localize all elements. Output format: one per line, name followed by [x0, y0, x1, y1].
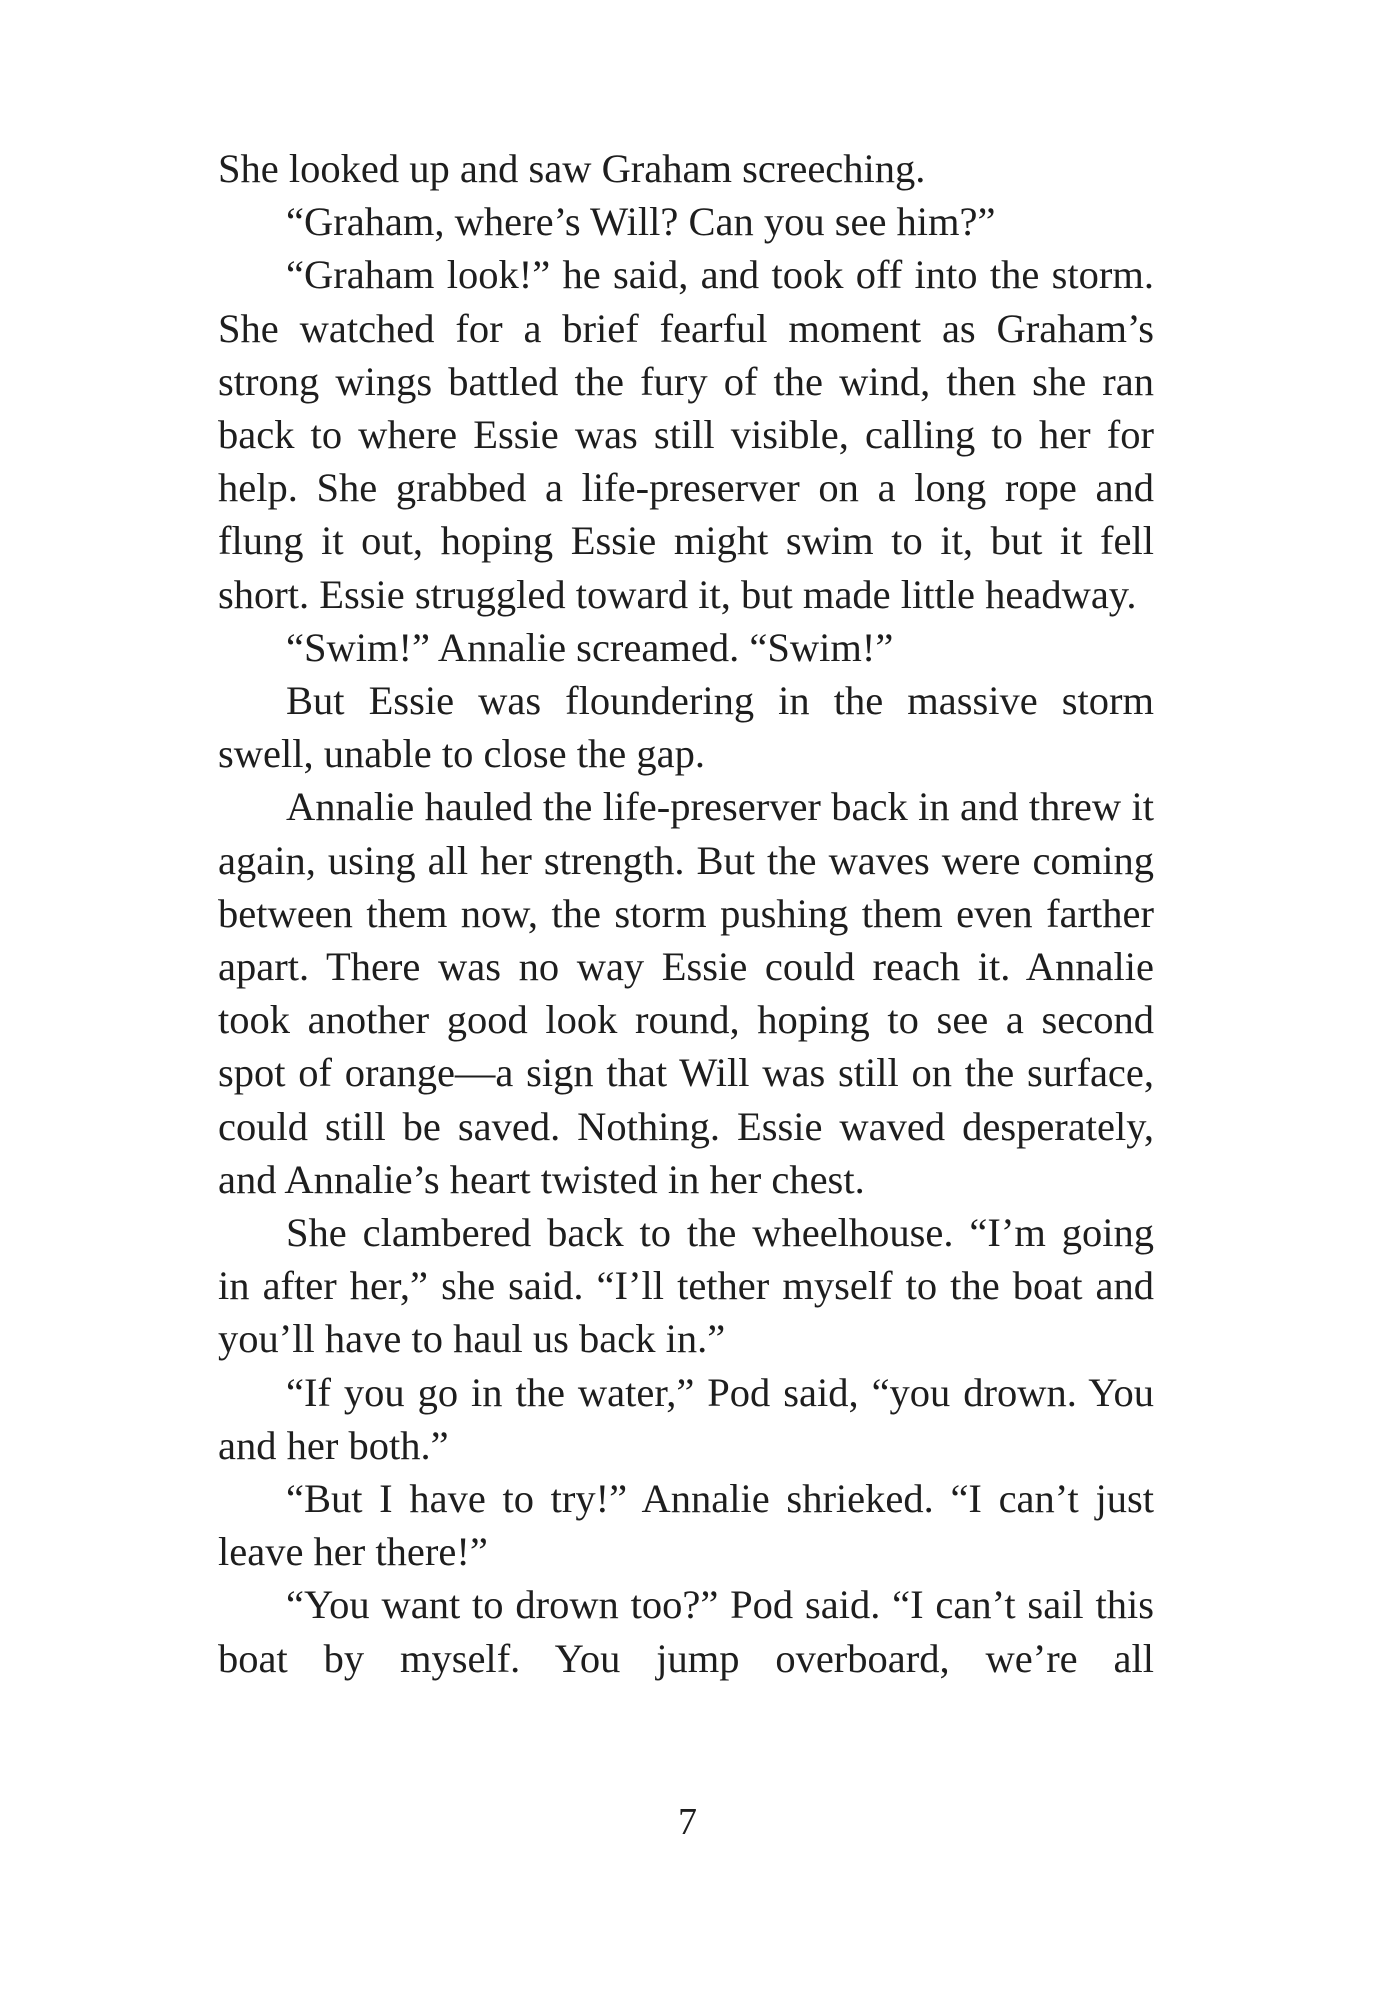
paragraph-2: “Graham, where’s Will? Can you see him?”	[286, 199, 996, 245]
paragraph-6: Annalie hauled the life-preserver back in and threw it again, using all her strength. But the waves were coming between them now, the storm pushing them even farther apart. There was no way Essie could reach it. Annalie took another good look round, hoping to see a second spot of orange—a sign that Will was still on the surface, could still be saved. Nothing. Essie waved desperately, and Annalie’s heart twisted in her chest.	[218, 784, 1154, 1202]
paragraph-7: She clambered back to the wheelhouse. “I’m going in after her,” she said. “I’ll tether myself to the boat and you’ll have to haul us back in.”	[218, 1210, 1154, 1362]
paragraph-1: She looked up and saw Graham screeching.	[218, 146, 926, 191]
paragraph-5: But Essie was floundering in the massive storm swell, unable to close the gap.	[218, 678, 1154, 777]
page-number: 7	[678, 1801, 697, 1843]
paragraph-8: “If you go in the water,” Pod said, “you drown. You and her both.”	[218, 1369, 1154, 1468]
paragraph-10: “You want to drown too?” Pod said. “I can’t sail this boat by myself. You jump overboard, we’re all	[218, 1582, 1154, 1681]
body-text	[218, 142, 1154, 1685]
paragraph-4: “Swim!” Annalie screamed. “Swim!”	[286, 624, 894, 670]
paragraph-3: “Graham look!” he said, and took off into the storm. She watched for a brief fearful moment as Graham’s strong wings battled the fury of the wind, then she ran back to where Essie was still visible, calling to her for help. She grabbed a life-preserver on a long rope and flung it out, hoping Essie might swim to it, but it fell short. Essie struggled toward it, but made little headway.	[218, 252, 1154, 617]
paragraph-9: “But I have to try!” Annalie shrieked. “I can’t just leave her there!”	[218, 1476, 1154, 1575]
